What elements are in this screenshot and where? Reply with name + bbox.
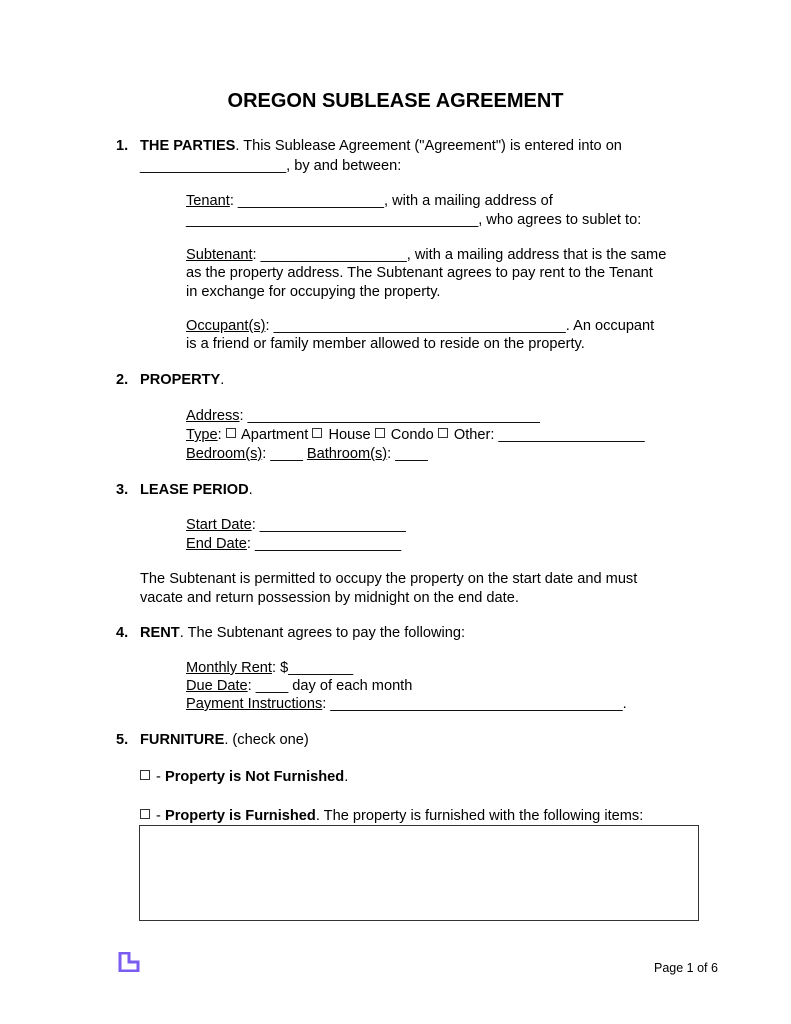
occupant-line[interactable] bbox=[186, 318, 654, 335]
furniture-option-not-furnished bbox=[140, 769, 348, 786]
section-5-heading: FURNITURE bbox=[140, 732, 225, 748]
payment-instructions-text: : ____________________________________. bbox=[322, 696, 627, 712]
option-not-furnished-label: Property is Not Furnished bbox=[164, 769, 345, 785]
type-line bbox=[186, 427, 645, 444]
end-date-line[interactable] bbox=[186, 536, 401, 553]
checkbox-other[interactable] bbox=[438, 428, 448, 438]
payment-instructions-line[interactable] bbox=[186, 696, 627, 713]
end-date-text: : __________________ bbox=[246, 536, 402, 552]
section-2-heading: PROPERTY bbox=[140, 372, 221, 388]
section-4-intro: . The Subtenant agrees to pay the following: bbox=[179, 625, 466, 641]
checkbox-furnished[interactable] bbox=[140, 809, 150, 819]
due-date-label: Due Date bbox=[186, 678, 248, 694]
address-label: Address bbox=[186, 408, 240, 424]
rooms-line[interactable] bbox=[186, 446, 428, 463]
lease-period-para-line1: The Subtenant is permitted to occupy the property on the start date and must bbox=[140, 571, 638, 587]
section-1-heading: THE PARTIES bbox=[140, 138, 236, 154]
subtenant-line2: as the property address. The Subtenant agrees to pay rent to the Tenant bbox=[186, 265, 653, 281]
due-date-line[interactable] bbox=[186, 678, 412, 695]
section-4-number: 4. bbox=[116, 625, 129, 641]
section-4-heading: RENT bbox=[140, 625, 180, 641]
document-title: OREGON SUBLEASE AGREEMENT bbox=[227, 90, 564, 112]
checkbox-not-furnished[interactable] bbox=[140, 770, 150, 780]
address-text: : ____________________________________ bbox=[239, 408, 540, 424]
option-condo: Condo bbox=[390, 427, 434, 443]
option-furnished-label: Property is Furnished bbox=[164, 808, 316, 824]
option-1-end: . bbox=[344, 769, 349, 785]
subtenant-text: : __________________, with a mailing address that is the same bbox=[252, 247, 667, 263]
subtenant-line3: in exchange for occupying the property. bbox=[186, 284, 441, 300]
section-5-number: 5. bbox=[116, 732, 129, 748]
bathrooms-label: Bathroom(s) bbox=[306, 446, 388, 462]
type-label: Type bbox=[186, 427, 218, 443]
lease-period-para-line2: vacate and return possession by midnight on the end date. bbox=[140, 590, 519, 606]
brand-logo-icon bbox=[118, 952, 140, 972]
tenant-line[interactable] bbox=[186, 193, 553, 210]
bathrooms-text: : ____ bbox=[387, 446, 428, 462]
address-line[interactable] bbox=[186, 408, 540, 425]
section-5-note: . (check one) bbox=[224, 732, 309, 748]
option-house: House bbox=[328, 427, 371, 443]
tenant-label: Tenant bbox=[186, 193, 230, 209]
section-1-intro-text: . This Sublease Agreement ("Agreement") is entered into on bbox=[235, 138, 622, 154]
occupant-text: : ____________________________________. An occupant bbox=[265, 318, 655, 334]
start-date-text: : __________________ bbox=[251, 517, 406, 533]
section-3-heading: LEASE PERIOD bbox=[140, 482, 249, 498]
section-4-title bbox=[140, 625, 465, 642]
section-1-intro-line2[interactable]: __________________, by and between: bbox=[140, 158, 402, 174]
checkbox-apartment[interactable] bbox=[226, 428, 236, 438]
tenant-line2[interactable]: ____________________________________, who agrees to sublet to: bbox=[186, 212, 642, 228]
due-date-text: : ____ day of each month bbox=[247, 678, 413, 694]
monthly-rent-label: Monthly Rent bbox=[186, 660, 272, 676]
section-3-title bbox=[140, 482, 253, 499]
option-1-dash: - bbox=[152, 769, 165, 785]
type-colon: : bbox=[217, 427, 226, 443]
section-1-intro bbox=[140, 138, 622, 155]
option-apartment: Apartment bbox=[241, 427, 309, 443]
monthly-rent-line[interactable] bbox=[186, 660, 353, 677]
section-2-title bbox=[140, 372, 224, 389]
payment-instructions-label: Payment Instructions bbox=[186, 696, 323, 712]
section-5-title bbox=[140, 732, 309, 749]
subtenant-label: Subtenant bbox=[186, 247, 253, 263]
start-date-line[interactable] bbox=[186, 517, 406, 534]
monthly-rent-text: : $________ bbox=[271, 660, 354, 676]
occupant-line2: is a friend or family member allowed to reside on the property. bbox=[186, 336, 585, 352]
bedrooms-label: Bedroom(s) bbox=[186, 446, 263, 462]
subtenant-line[interactable] bbox=[186, 247, 666, 264]
furnished-items-box[interactable] bbox=[139, 825, 699, 921]
option-other[interactable]: Other: __________________ bbox=[453, 427, 645, 443]
checkbox-house[interactable] bbox=[312, 428, 322, 438]
furniture-option-furnished bbox=[140, 808, 643, 825]
option-furnished-text: . The property is furnished with the following items: bbox=[315, 808, 644, 824]
start-date-label: Start Date bbox=[186, 517, 252, 533]
section-3-number: 3. bbox=[116, 482, 129, 498]
section-2-period: . bbox=[220, 372, 225, 388]
occupant-label: Occupant(s) bbox=[186, 318, 266, 334]
section-1-number: 1. bbox=[116, 138, 129, 154]
page-number: Page 1 of 6 bbox=[654, 961, 718, 975]
end-date-label: End Date bbox=[186, 536, 247, 552]
checkbox-condo[interactable] bbox=[375, 428, 385, 438]
section-2-number: 2. bbox=[116, 372, 129, 388]
section-3-period: . bbox=[248, 482, 253, 498]
tenant-text: : __________________, with a mailing address of bbox=[229, 193, 553, 209]
option-2-dash: - bbox=[152, 808, 165, 824]
bedrooms-text: : ____ bbox=[262, 446, 307, 462]
